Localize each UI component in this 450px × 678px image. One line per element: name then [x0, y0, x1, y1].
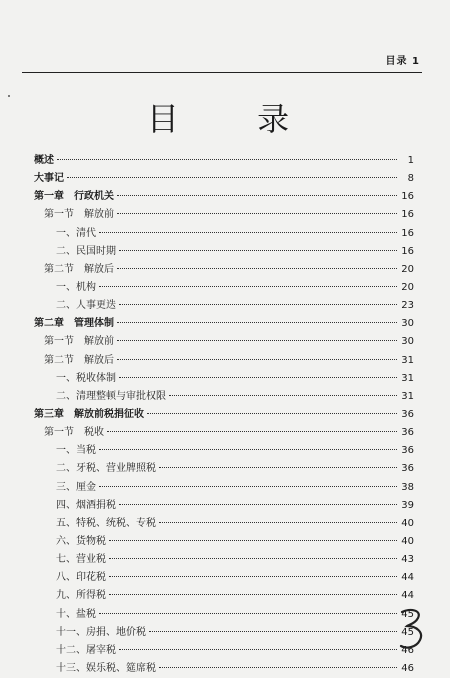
- dot-leader: [119, 376, 397, 378]
- toc-entry-page-number: 36: [401, 463, 414, 475]
- dot-leader: [117, 358, 397, 360]
- dot-leader: [147, 412, 397, 414]
- toc-entry-page-number: 31: [401, 354, 414, 366]
- toc-entry-page-number: 16: [401, 191, 414, 203]
- dot-leader: [117, 194, 397, 196]
- toc-entry-page-number: 38: [401, 481, 414, 493]
- toc-entry-label: 二、牙税、营业牌照税: [56, 463, 156, 475]
- toc-entry-label: 七、营业税: [56, 554, 106, 566]
- toc-entry: [34, 460, 414, 478]
- dot-leader: [149, 630, 397, 632]
- toc-entry-page-number: 30: [401, 336, 414, 348]
- toc-entry-page-number: 36: [401, 445, 414, 457]
- toc-entry-label: 第一节 解放前: [44, 336, 114, 348]
- dot-leader: [99, 485, 397, 487]
- toc-entry-label: 二、民国时期: [56, 245, 116, 257]
- toc-entry-label: 十一、房捐、地价税: [56, 626, 146, 638]
- dot-leader: [99, 285, 397, 287]
- toc-entry: [34, 352, 414, 370]
- dot-leader: [109, 593, 397, 595]
- toc-entry: [34, 515, 414, 533]
- toc-entry-page-number: 30: [401, 318, 414, 330]
- toc-entry: [34, 243, 414, 261]
- toc-entry-label: 第二章 管理体制: [34, 318, 114, 330]
- dot-leader: [159, 521, 397, 523]
- dot-leader: [107, 430, 397, 432]
- toc-entry: [34, 624, 414, 642]
- toc-entry: [34, 569, 414, 587]
- toc-entry: [34, 442, 414, 460]
- toc-entry: [34, 279, 414, 297]
- toc-entry-page-number: 31: [401, 372, 414, 384]
- toc-entry: [34, 170, 414, 188]
- header-rule: [22, 72, 422, 73]
- dot-leader: [117, 267, 397, 269]
- toc-entry-label: 一、清代: [56, 227, 96, 239]
- dot-leader: [109, 575, 397, 577]
- toc-entry: [34, 188, 414, 206]
- toc-entry: [34, 606, 414, 624]
- toc-entry-page-number: 16: [401, 209, 414, 221]
- toc-entry-label: 概述: [34, 155, 54, 166]
- toc-entry-label: 第一节 解放前: [44, 209, 114, 221]
- toc-entry: [34, 297, 414, 315]
- toc-entry: [34, 497, 414, 515]
- dot-leader: [119, 503, 397, 505]
- toc-entry-label: 六、货物税: [56, 535, 106, 547]
- toc-entry-label: 十、盐税: [56, 608, 96, 620]
- toc-entry-page-number: 46: [401, 662, 414, 674]
- toc-entry-page-number: 20: [401, 263, 414, 275]
- toc-entry: [34, 533, 414, 551]
- toc-entry: [34, 370, 414, 388]
- toc-entry-page-number: 40: [401, 517, 414, 529]
- table-of-contents: [34, 152, 414, 678]
- toc-entry-page-number: 20: [401, 281, 414, 293]
- toc-entry-label: 四、烟酒捐税: [56, 499, 116, 511]
- toc-entry: [34, 388, 414, 406]
- dot-leader: [109, 539, 397, 541]
- toc-entry-label: 十二、屠宰税: [56, 644, 116, 656]
- dot-leader: [57, 158, 397, 160]
- dot-leader: [99, 612, 397, 614]
- toc-entry-label: 一、机构: [56, 281, 96, 293]
- running-header: 目录 1: [385, 56, 420, 67]
- dot-leader: [99, 448, 397, 450]
- toc-entry-label: 第一节 税收: [44, 427, 104, 439]
- toc-entry-label: 一、当税: [56, 445, 96, 457]
- dot-leader: [117, 339, 397, 341]
- toc-entry: [34, 479, 414, 497]
- toc-entry-page-number: 40: [401, 535, 414, 547]
- toc-entry-page-number: 43: [401, 554, 414, 566]
- toc-entry-label: 一、税收体制: [56, 372, 116, 384]
- toc-entry: [34, 225, 414, 243]
- toc-entry: [34, 406, 414, 424]
- toc-entry-label: 第二节 解放后: [44, 354, 114, 366]
- handwritten-page-mark: [398, 606, 428, 652]
- toc-entry: [34, 261, 414, 279]
- toc-entry-label: 二、清理整顿与审批权限: [56, 390, 166, 402]
- toc-entry-label: 十三、娱乐税、筵席税: [56, 662, 156, 674]
- dot-leader: [99, 231, 397, 233]
- dot-leader: [117, 212, 397, 214]
- toc-entry-page-number: 44: [401, 590, 414, 602]
- dot-leader: [169, 394, 397, 396]
- toc-entry-page-number: 31: [401, 390, 414, 402]
- toc-entry-page-number: 8: [407, 173, 414, 185]
- toc-entry-page-number: 36: [401, 427, 414, 439]
- toc-entry-page-number: 45: [401, 626, 414, 638]
- toc-entry: [34, 587, 414, 605]
- dot-leader: [67, 176, 397, 178]
- toc-entry-page-number: 45: [401, 608, 414, 620]
- toc-entry-label: 大事记: [34, 173, 64, 185]
- toc-entry-label: 三、厘金: [56, 481, 96, 493]
- toc-entry-label: 二、人事更迭: [56, 300, 116, 312]
- dot-leader: [117, 321, 397, 323]
- toc-entry: [34, 642, 414, 660]
- toc-entry-label: 第一章 行政机关: [34, 191, 114, 203]
- toc-entry: [34, 551, 414, 569]
- toc-entry: [34, 315, 414, 333]
- toc-entry-page-number: 36: [401, 408, 414, 420]
- toc-entry-page-number: 46: [401, 644, 414, 656]
- toc-entry: [34, 333, 414, 351]
- toc-entry-label: 五、特税、统税、专税: [56, 517, 156, 529]
- toc-entry: [34, 152, 414, 170]
- toc-entry-page-number: 1: [407, 155, 414, 166]
- toc-entry-page-number: 39: [401, 499, 414, 511]
- toc-entry: [34, 660, 414, 678]
- dot-leader: [119, 303, 397, 305]
- toc-entry-page-number: 16: [401, 227, 414, 239]
- dot-leader: [109, 557, 397, 559]
- toc-entry: [34, 206, 414, 224]
- dot-leader: [119, 249, 397, 251]
- toc-entry-label: 第三章 解放前税捐征收: [34, 408, 144, 420]
- dot-leader: [119, 648, 397, 650]
- toc-entry-label: 第二节 解放后: [44, 263, 114, 275]
- toc-entry-label: 九、所得税: [56, 590, 106, 602]
- dot-leader: [159, 666, 397, 668]
- toc-entry-page-number: 16: [401, 245, 414, 257]
- scan-speck: [8, 95, 10, 97]
- toc-entry-page-number: 44: [401, 572, 414, 584]
- page-title: 目 录: [146, 100, 324, 138]
- dot-leader: [159, 466, 397, 468]
- toc-entry-page-number: 23: [401, 300, 414, 312]
- toc-entry-label: 八、印花税: [56, 572, 106, 584]
- toc-entry: [34, 424, 414, 442]
